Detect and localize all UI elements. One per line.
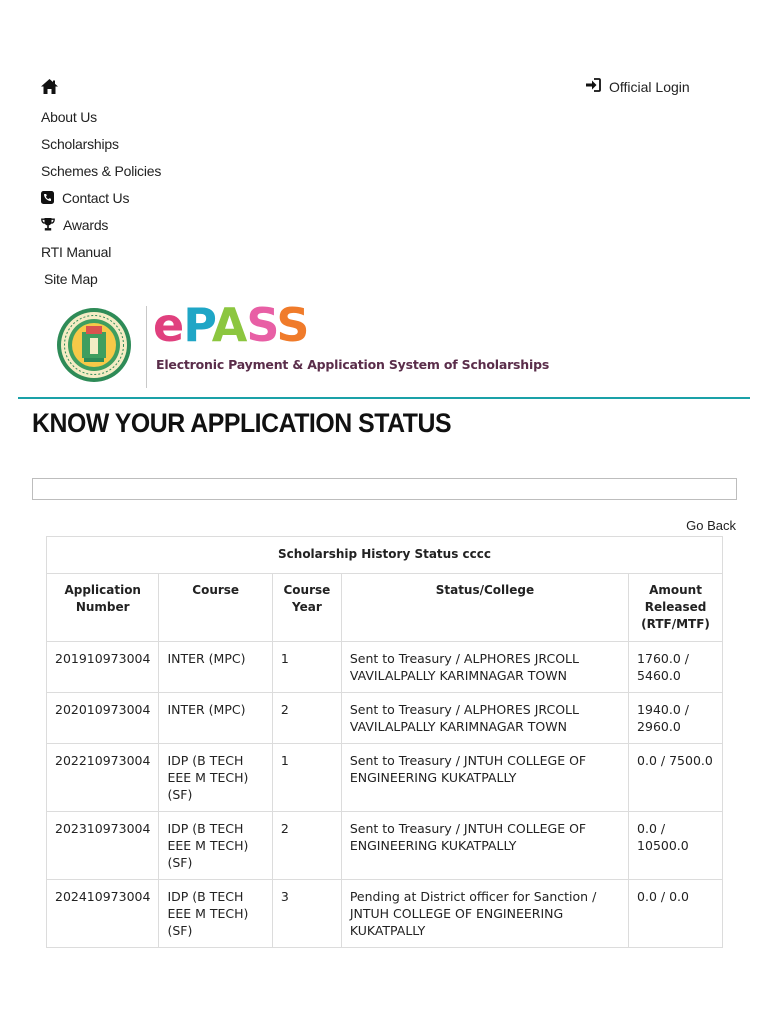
go-back-link[interactable]: Go Back xyxy=(686,518,736,533)
cell-status-college: Sent to Treasury / JNTUH COLLEGE OF ENGINEERING KUKATPALLY xyxy=(341,744,628,812)
nav-label: Schemes & Policies xyxy=(41,162,162,179)
header-status-college: Status/College xyxy=(341,574,628,642)
official-login-link[interactable] xyxy=(586,78,690,95)
cell-course: IDP (B TECH EEE M TECH) (SF) xyxy=(159,880,272,948)
table-row xyxy=(47,812,723,880)
home-icon[interactable] xyxy=(41,79,58,94)
table-caption: Scholarship History Status cccc xyxy=(47,537,723,574)
wordmark-letter: P xyxy=(183,298,212,352)
cell-application-number: 202210973004 xyxy=(47,744,159,812)
cell-course: IDP (B TECH EEE M TECH) (SF) xyxy=(159,744,272,812)
wordmark-letter: A xyxy=(211,298,247,352)
cell-course: INTER (MPC) xyxy=(159,693,272,744)
cell-application-number: 201910973004 xyxy=(47,642,159,693)
table-row xyxy=(47,744,723,812)
cell-course: INTER (MPC) xyxy=(159,642,272,693)
nav-rti-manual[interactable] xyxy=(41,238,341,265)
cell-amount: 1760.0 / 5460.0 xyxy=(629,642,723,693)
epass-wordmark xyxy=(153,298,309,352)
sign-in-icon xyxy=(586,78,601,95)
cell-amount: 0.0 / 7500.0 xyxy=(629,744,723,812)
cell-course-year: 2 xyxy=(272,812,341,880)
cell-application-number: 202310973004 xyxy=(47,812,159,880)
header-amount-released: Amount Released (RTF/MTF) xyxy=(629,574,723,642)
cell-status-college: Sent to Treasury / JNTUH COLLEGE OF ENGINEERING KUKATPALLY xyxy=(341,812,628,880)
official-login-label: Official Login xyxy=(609,78,690,95)
cell-application-number: 202010973004 xyxy=(47,693,159,744)
telangana-emblem-icon xyxy=(55,306,133,389)
nav-about-us[interactable] xyxy=(41,103,341,130)
nav-label: Awards xyxy=(63,216,109,233)
table-header-row xyxy=(47,574,723,642)
logo-divider xyxy=(146,306,147,388)
cell-amount: 0.0 / 0.0 xyxy=(629,880,723,948)
cell-course-year: 1 xyxy=(272,744,341,812)
cell-amount: 0.0 / 10500.0 xyxy=(629,812,723,880)
cell-status-college: Pending at District officer for Sanction / JNTUH COLLEGE OF ENGINEERING KUKATPALLY xyxy=(341,880,628,948)
cell-amount: 1940.0 / 2960.0 xyxy=(629,693,723,744)
logo-tagline: Electronic Payment & Application System of Scholarships xyxy=(156,357,550,372)
nav-label: About Us xyxy=(41,108,97,125)
table-row xyxy=(47,693,723,744)
cell-application-number: 202410973004 xyxy=(47,880,159,948)
cell-status-college: Sent to Treasury / ALPHORES JRCOLL VAVILALPALLY KARIMNAGAR TOWN xyxy=(341,693,628,744)
nav-site-map[interactable] xyxy=(41,265,341,292)
wordmark-letter: S xyxy=(276,298,309,352)
main-nav xyxy=(41,76,341,292)
wordmark-letter: e xyxy=(153,298,184,352)
nav-scholarships[interactable] xyxy=(41,130,341,157)
header-application-number: Application Number xyxy=(47,574,159,642)
nav-label: RTI Manual xyxy=(41,243,112,260)
application-search-input[interactable] xyxy=(32,478,737,500)
nav-contact-us[interactable] xyxy=(41,184,341,211)
cell-status-college: Sent to Treasury / ALPHORES JRCOLL VAVILALPALLY KARIMNAGAR TOWN xyxy=(341,642,628,693)
table-row xyxy=(47,642,723,693)
nav-home[interactable] xyxy=(41,76,341,96)
nav-label: Site Map xyxy=(44,270,98,287)
nav-label: Scholarships xyxy=(41,135,119,152)
wordmark-letter: S xyxy=(246,298,277,352)
header-course: Course xyxy=(159,574,272,642)
header-course-year: Course Year xyxy=(272,574,341,642)
nav-label: Contact Us xyxy=(62,189,130,206)
scholarship-history-table xyxy=(46,536,723,948)
table-row xyxy=(47,880,723,948)
page-title: KNOW YOUR APPLICATION STATUS xyxy=(32,408,452,438)
nav-schemes-policies[interactable] xyxy=(41,157,341,184)
nav-awards[interactable] xyxy=(41,211,341,238)
cell-course-year: 2 xyxy=(272,693,341,744)
site-logo[interactable] xyxy=(55,298,555,388)
trophy-icon xyxy=(41,218,55,231)
phone-icon xyxy=(41,191,54,204)
header-divider xyxy=(18,397,750,399)
cell-course: IDP (B TECH EEE M TECH) (SF) xyxy=(159,812,272,880)
cell-course-year: 1 xyxy=(272,642,341,693)
cell-course-year: 3 xyxy=(272,880,341,948)
